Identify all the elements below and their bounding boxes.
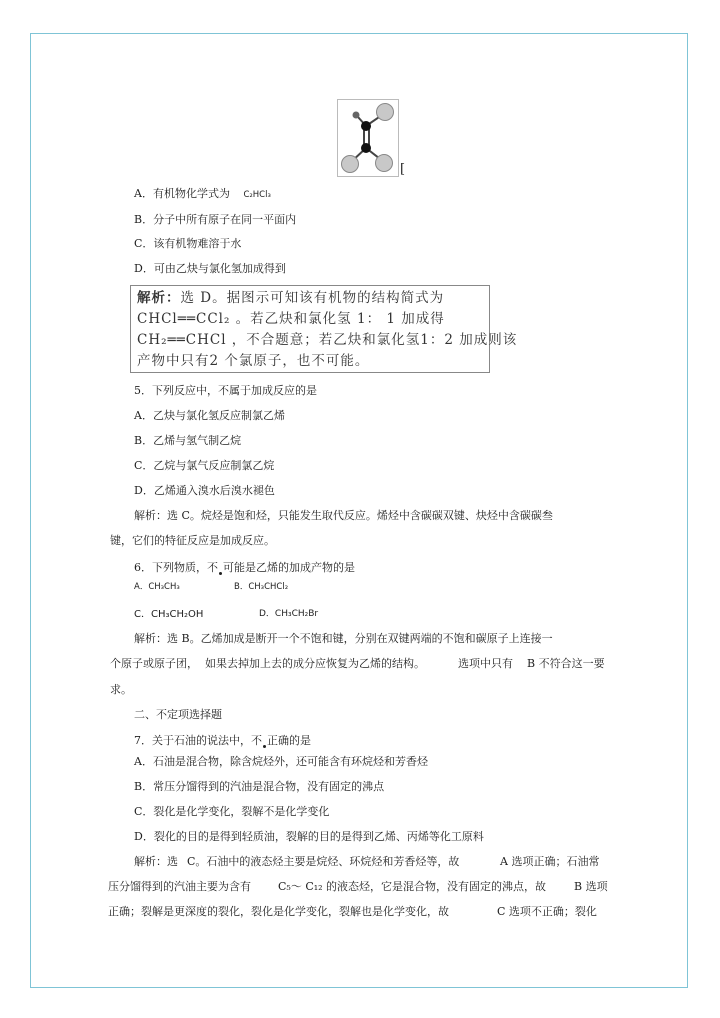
q6-option-d: D．CH₃CH₂Br bbox=[259, 609, 319, 619]
q4-analysis-line-4: 产物中只有2 个氯原子，也不可能。 bbox=[137, 353, 370, 369]
q7-stem-part-1: 7．关于石油的说法中，不 bbox=[134, 734, 262, 747]
q6-analysis-line-2d: B 不符合这一要 bbox=[527, 657, 605, 670]
q6-option-c: C．CH₃CH₂OH bbox=[134, 609, 204, 620]
q6-option-a: A．CH₃CH₃ bbox=[134, 582, 180, 592]
q4-analysis-line-2: CHCl══CCl₂ 。若乙炔和氯化氢 1： 1 加成得 bbox=[137, 311, 445, 327]
q7-option-a: A．石油是混合物，除含烷烃外，还可能含有环烷烃和芳香烃 bbox=[134, 755, 428, 768]
q7-analysis-line-2a: 压分馏得到的汽油主要为含有 bbox=[108, 880, 251, 893]
molecule-figure bbox=[337, 99, 399, 177]
q7-analysis-line-1c: A 选项正确；石油常 bbox=[500, 855, 600, 868]
q6-stem-part-2: 可能是乙烯的加成产物的是 bbox=[223, 561, 355, 574]
q4-option-a-formula: C₂HCl₃ bbox=[243, 190, 271, 200]
q4-option-d: D．可由乙炔与氯化氢加成得到 bbox=[134, 262, 286, 275]
q5-option-d: D．乙烯通入溴水后溴水褪色 bbox=[134, 484, 275, 497]
q5-stem: 5．下列反应中，不属于加成反应的是 bbox=[134, 384, 317, 397]
q7-analysis-line-3b: C 选项不正确；裂化 bbox=[497, 905, 597, 918]
q7-analysis-line-1b: C。石油中的液态烃主要是烷烃、环烷烃和芳香烃等，故 bbox=[187, 855, 460, 868]
q7-option-c: C．裂化是化学变化，裂解不是化学变化 bbox=[134, 805, 330, 818]
q7-stem-part-2: 正确的是 bbox=[267, 734, 311, 747]
q4-option-b: B．分子中所有原子在同一平面内 bbox=[134, 213, 297, 226]
ball-and-stick-model bbox=[338, 100, 398, 176]
q5-option-c: C．乙烷与氯气反应制氯乙烷 bbox=[134, 459, 275, 472]
analysis-heading: 解析： bbox=[137, 290, 181, 306]
q7-option-b: B．常压分馏得到的汽油是混合物，没有固定的沸点 bbox=[134, 780, 385, 793]
q6-analysis-line-2b: 如果去掉加上去的成分应恢复为乙烯的结构。 bbox=[205, 657, 425, 670]
q4-option-c: C．该有机物难溶于水 bbox=[134, 237, 242, 250]
answer-bracket: [ bbox=[400, 162, 406, 177]
q4-analysis-line-3: CH₂══CHCl ，不合题意；若乙炔和氯化氢1：2 加成则该 bbox=[137, 332, 518, 348]
q5-option-a: A．乙炔与氯化氢反应制氯乙烯 bbox=[134, 409, 285, 422]
q7-stem bbox=[134, 732, 311, 748]
q6-option-b: B．CH₃CHCl₂ bbox=[234, 582, 289, 592]
section-title: 二、不定项选择题 bbox=[134, 708, 222, 721]
q5-analysis-line-2: 键，它们的特征反应是加成反应。 bbox=[110, 534, 275, 547]
q6-analysis-line-1: 解析：选 B。乙烯加成是断开一个不饱和键，分别在双键两端的不饱和碳原子上连接一 bbox=[134, 632, 553, 645]
q6-stem bbox=[134, 559, 355, 575]
q6-analysis-line-2a: 个原子或原子团， bbox=[110, 657, 198, 670]
q7-analysis-line-3a: 正确；裂解是更深度的裂化，裂化是化学变化，裂解也是化学变化，故 bbox=[108, 905, 449, 918]
q4-analysis-box bbox=[130, 285, 518, 373]
q4-option-a-text: A．有机物化学式为 bbox=[134, 187, 230, 200]
analysis-text: 选 D。据图示可知该有机物的结构简式为 bbox=[180, 290, 445, 306]
q6-stem-part-1: 6．下列物质，不 bbox=[134, 561, 218, 574]
q7-analysis-line-2c: B 选项 bbox=[574, 880, 608, 893]
q4-option-a bbox=[134, 185, 271, 201]
q4-analysis-line-1 bbox=[137, 288, 483, 309]
emphasis-dot bbox=[263, 745, 266, 748]
q7-option-d: D．裂化的目的是得到轻质油，裂解的目的是得到乙烯、丙烯等化工原料 bbox=[134, 830, 484, 843]
q7-analysis-line-2b: C₅～ C₁₂ 的液态烃，它是混合物，没有固定的沸点，故 bbox=[278, 880, 547, 893]
q6-analysis-line-2c: 选项中只有 bbox=[458, 657, 513, 670]
emphasis-dot bbox=[219, 572, 222, 575]
q5-analysis-line-1: 解析：选 C。烷烃是饱和烃，只能发生取代反应。烯烃中含碳碳双键、炔烃中含碳碳叁 bbox=[134, 509, 553, 522]
q5-option-b: B．乙烯与氢气制乙烷 bbox=[134, 434, 242, 447]
q6-analysis-line-3: 求。 bbox=[110, 683, 132, 696]
q7-analysis-line-1a: 解析：选 bbox=[134, 855, 178, 868]
